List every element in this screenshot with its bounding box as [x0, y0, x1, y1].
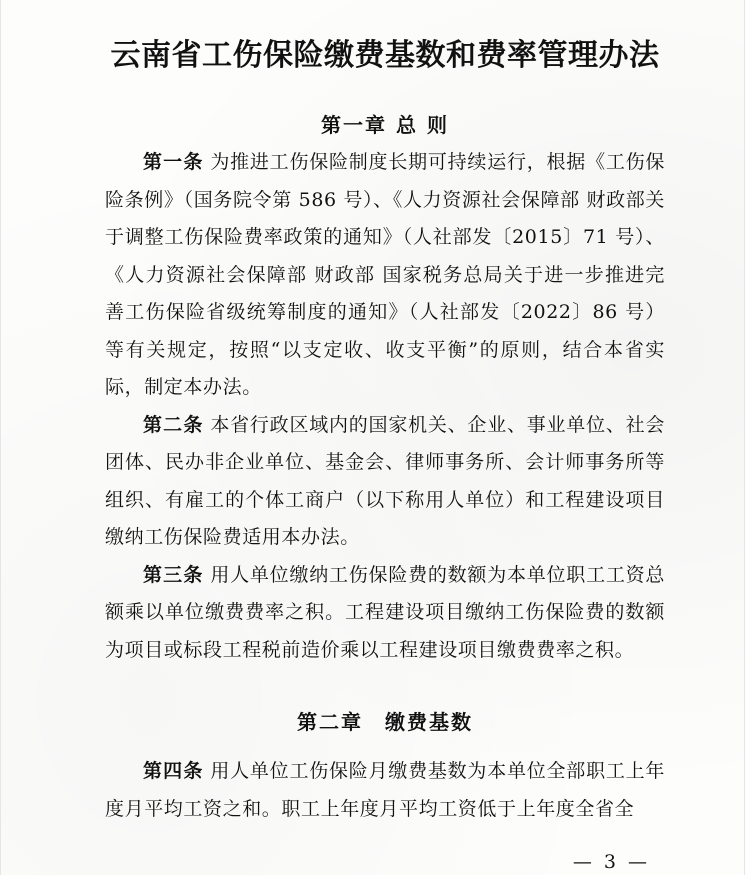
- article-3-number: 第三条: [143, 563, 204, 586]
- article-3-text: 用人单位缴纳工伤保险费的数额为本单位职工工资总额乘以单位缴费费率之积。工程建设项目缴纳工伤保险费的数额为项目或标段工程税前造价乘以工程建设项目缴费费率之积。: [105, 563, 665, 661]
- chapter-2-heading: 第二章 缴费基数: [297, 710, 473, 734]
- article-4-text: 用人单位工伤保险月缴费基数为本单位全部职工上年度月平均工资之和。职工上年度月平均工资低于上年度全省全: [105, 760, 665, 820]
- article-1-number: 第一条: [143, 151, 204, 173]
- article-4: [105, 753, 665, 828]
- article-2: [105, 407, 665, 557]
- article-3: [105, 557, 665, 670]
- chapter-1-heading: 第一章 总 则: [321, 113, 449, 137]
- article-1-text: 为推进工伤保险制度长期可持续运行，根据《工伤保险条例》（国务院令第 586 号）、《人力资源社会保障部 财政部关于调整工伤保险费率政策的通知》（人社部发〔2015〕71 号）、《人力资源社会保障部 财政部 国家税务总局关于进一步推进完善工伤保险省级统筹制度的通知》（人社部发〔2022〕86 号）等有关规定，按照“以支定收、收支平衡”的原则，结合本省实际，制定本办法。: [105, 151, 665, 398]
- document-title: 云南省工伤保险缴费基数和费率管理办法: [110, 38, 660, 73]
- page-number: — 3 —: [572, 851, 650, 873]
- document-body: [105, 26, 665, 828]
- article-4-number: 第四条: [143, 760, 204, 782]
- article-2-number: 第二条: [143, 413, 204, 436]
- article-1: [105, 144, 665, 407]
- article-2-text: 本省行政区域内的国家机关、企业、事业单位、社会团体、民办非企业单位、基金会、律师事务所、会计师事务所等组织、有雇工的个体工商户（以下称用人单位）和工程建设项目缴纳工伤保险费适用本办法。: [105, 413, 665, 548]
